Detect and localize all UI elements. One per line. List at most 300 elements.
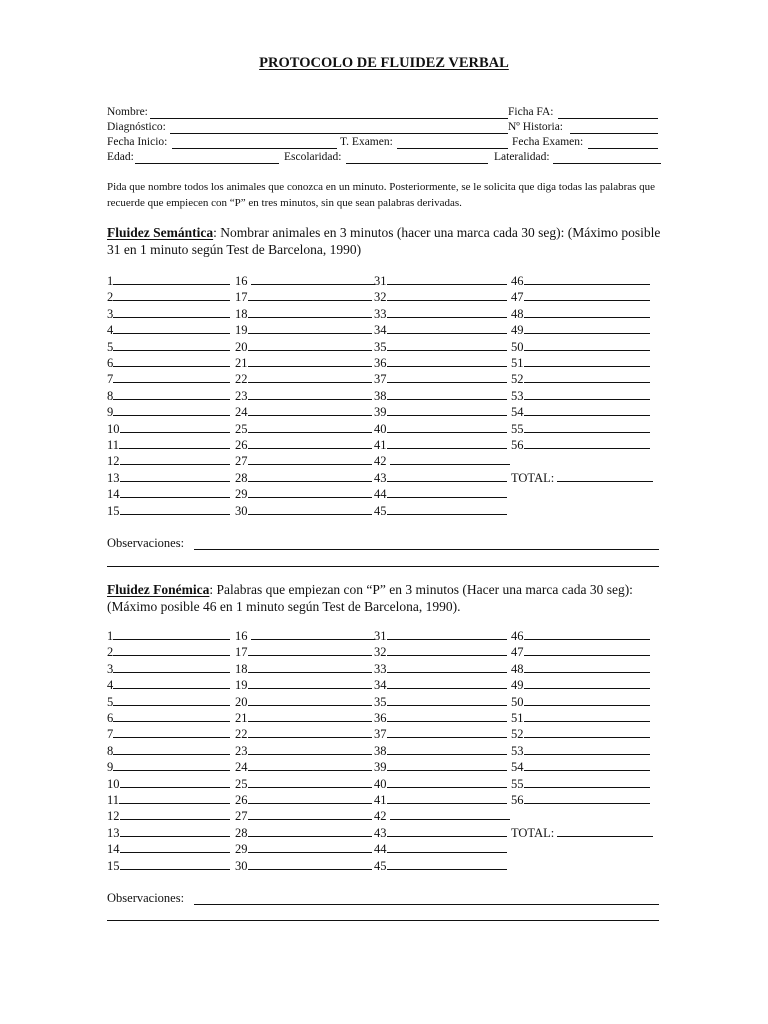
nombre-field[interactable] [150,118,508,119]
semantica-answer-22[interactable] [235,371,372,386]
answer-line[interactable] [120,470,231,482]
answer-line[interactable] [248,825,373,837]
total-line[interactable] [557,825,653,837]
answer-line[interactable] [524,694,651,706]
semantica-answer-38[interactable] [374,388,507,403]
answer-line[interactable] [387,470,508,482]
answer-line[interactable] [524,628,651,640]
item-number: 20 [235,694,248,709]
semantica-answer-52[interactable] [511,371,650,386]
semantica-answer-44[interactable] [374,486,507,501]
semantica-observaciones-field-2[interactable] [107,566,659,567]
item-number: 47 [511,290,524,305]
fonemica-answer-48[interactable] [511,661,650,676]
semantica-answer-8[interactable] [107,388,230,403]
fonemica-observaciones-field-2[interactable] [107,920,659,921]
answer-line[interactable] [248,677,373,689]
answer-line[interactable] [524,289,651,301]
fonemica-answer-11[interactable] [107,792,230,807]
page-title: PROTOCOLO DE FLUIDEZ VERBAL [259,55,509,71]
item-number: 13 [107,470,120,485]
answer-line[interactable] [387,322,508,334]
fonemica-answer-55[interactable] [511,776,650,791]
edad-label: Edad: [107,151,134,163]
answer-line[interactable] [251,628,376,640]
fonemica-answer-1[interactable] [107,628,230,643]
answer-line[interactable] [113,371,230,383]
answer-line[interactable] [524,644,651,656]
semantica-answer-1[interactable] [107,273,230,288]
total-label: TOTAL: [511,470,558,485]
answer-line[interactable] [248,355,373,367]
answer-line[interactable] [387,710,508,722]
semantica-answer-16[interactable] [235,273,375,288]
answer-line[interactable] [387,792,508,804]
answer-line[interactable] [387,404,508,416]
fonemica-answer-14[interactable] [107,841,230,856]
fonemica-answer-54[interactable] [511,759,650,774]
answer-line[interactable] [248,694,373,706]
semantica-answer-47[interactable] [511,289,650,304]
answer-line[interactable] [248,453,373,465]
semantica-answer-45[interactable] [374,503,507,518]
answer-line[interactable] [113,677,230,689]
answer-line[interactable] [524,661,651,673]
item-number: 43 [374,470,387,485]
fonemica-answer-22[interactable] [235,726,372,741]
edad-field[interactable] [135,163,279,164]
answer-line[interactable] [387,841,508,853]
answer-line[interactable] [113,273,230,285]
semantica-answer-10[interactable] [107,421,230,436]
item-number: 5 [107,339,114,354]
fonemica-answer-38[interactable] [374,743,507,758]
fonemica-answer-9[interactable] [107,759,230,774]
semantica-answer-7[interactable] [107,371,230,386]
semantica-observaciones-label: Observaciones: [107,536,185,550]
fonemica-answer-50[interactable] [511,694,650,709]
fonemica-answer-8[interactable] [107,743,230,758]
semantica-answer-42[interactable] [374,453,510,468]
semantica-answer-48[interactable] [511,306,650,321]
semantica-answer-41[interactable] [374,437,507,452]
item-number: 21 [235,356,248,370]
semantica-answer-9[interactable] [107,404,230,419]
answer-line[interactable] [524,421,651,433]
answer-line[interactable] [248,486,373,498]
diagnostico-field[interactable] [170,133,508,134]
item-number: 38 [374,388,387,403]
answer-line[interactable] [113,289,230,301]
answer-line[interactable] [387,677,508,689]
item-number: 53 [511,388,524,403]
item-number: 47 [511,645,524,660]
answer-line[interactable] [524,339,651,351]
item-number: 19 [235,678,248,693]
answer-line[interactable] [248,743,373,755]
semantica-answer-51[interactable] [511,355,650,370]
item-number: 19 [235,323,248,338]
answer-line[interactable] [524,404,651,416]
answer-line[interactable] [387,694,508,706]
answer-line[interactable] [248,661,373,673]
fonemica-answer-32[interactable] [374,644,507,659]
semantica-answer-23[interactable] [235,388,372,403]
fonemica-answer-49[interactable] [511,677,650,692]
fonemica-answer-41[interactable] [374,792,507,807]
fonemica-total[interactable] [511,825,653,840]
semantica-answer-20[interactable] [235,339,372,354]
answer-line[interactable] [248,759,373,771]
answer-line[interactable] [113,710,230,722]
fonemica-answer-20[interactable] [235,694,372,709]
semantica-answer-40[interactable] [374,421,507,436]
answer-line[interactable] [113,694,230,706]
answer-line[interactable] [387,628,508,640]
item-number: 4 [107,323,114,338]
fonemica-answer-37[interactable] [374,726,507,741]
item-number: 53 [511,743,524,758]
fonemica-answer-12[interactable] [107,808,230,823]
answer-line[interactable] [248,339,373,351]
semantica-answer-46[interactable] [511,273,650,288]
item-number: 16 [235,629,251,643]
answer-line[interactable] [390,808,511,820]
answer-line[interactable] [248,841,373,853]
fonemica-answer-3[interactable] [107,661,230,676]
fonemica-answer-6[interactable] [107,710,230,725]
item-number: 24 [235,405,248,420]
answer-line[interactable] [387,726,508,738]
answer-line[interactable] [119,792,230,804]
answer-line[interactable] [113,388,230,400]
item-number: 40 [374,776,387,791]
answer-line[interactable] [248,306,373,318]
semantica-answer-27[interactable] [235,453,372,468]
fonemica-answer-29[interactable] [235,841,372,856]
answer-line[interactable] [113,743,230,755]
semantica-answer-33[interactable] [374,306,507,321]
fonemica-answer-35[interactable] [374,694,507,709]
t-examen-field[interactable] [397,148,508,149]
semantica-answer-49[interactable] [511,322,650,337]
answer-line[interactable] [248,404,373,416]
semantica-answer-3[interactable] [107,306,230,321]
semantica-answer-30[interactable] [235,503,372,518]
item-number: 50 [511,339,524,354]
answer-line[interactable] [248,726,373,738]
item-number: 18 [235,661,248,676]
escolaridad-label: Escolaridad: [284,151,342,163]
item-number: 18 [235,306,248,321]
semantica-answer-11[interactable] [107,437,230,452]
fecha-examen-field[interactable] [588,148,658,149]
semantica-answer-31[interactable] [374,273,507,288]
fecha-inicio-label: Fecha Inicio: [107,136,168,148]
fonemica-answer-28[interactable] [235,825,372,840]
answer-line[interactable] [390,453,511,465]
fonemica-answer-56[interactable] [511,792,650,807]
answer-line[interactable] [387,355,508,367]
answer-line[interactable] [387,486,508,498]
answer-line[interactable] [248,437,373,449]
answer-line[interactable] [387,306,508,318]
item-number: 6 [107,356,114,370]
answer-line[interactable] [387,388,508,400]
answer-line[interactable] [248,371,373,383]
answer-line[interactable] [248,503,373,515]
answer-line[interactable] [387,503,508,515]
item-number: 35 [374,339,387,354]
fonemica-answer-31[interactable] [374,628,507,643]
fonemica-answer-44[interactable] [374,841,507,856]
answer-line[interactable] [524,273,651,285]
fonemica-answer-10[interactable] [107,776,230,791]
fonemica-answer-25[interactable] [235,776,372,791]
fonemica-answer-17[interactable] [235,644,372,659]
item-number: 15 [107,503,120,518]
fonemica-answer-53[interactable] [511,743,650,758]
answer-line[interactable] [113,339,230,351]
semantica-answer-35[interactable] [374,339,507,354]
answer-line[interactable] [248,421,373,433]
fonemica-answer-21[interactable] [235,710,372,725]
answer-line[interactable] [524,677,651,689]
answer-line[interactable] [248,388,373,400]
fonemica-answer-4[interactable] [107,677,230,692]
item-number: 45 [374,858,387,873]
fonemica-answer-16[interactable] [235,628,375,643]
answer-line[interactable] [120,858,231,870]
answer-line[interactable] [248,322,373,334]
n-historia-field[interactable] [570,133,658,134]
answer-line[interactable] [120,421,231,433]
answer-line[interactable] [524,726,651,738]
answer-line[interactable] [524,792,651,804]
fonemica-answer-5[interactable] [107,694,230,709]
item-number: 29 [235,487,248,502]
answer-line[interactable] [248,808,373,820]
fonemica-answer-19[interactable] [235,677,372,692]
semantica-answer-12[interactable] [107,453,230,468]
escolaridad-field[interactable] [346,163,488,164]
semantica-answer-24[interactable] [235,404,372,419]
answer-line[interactable] [524,306,651,318]
fonemica-answer-43[interactable] [374,825,507,840]
answer-line[interactable] [387,421,508,433]
semantica-answer-54[interactable] [511,404,650,419]
item-number: 35 [374,694,387,709]
semantica-total[interactable] [511,470,653,485]
item-number: 56 [511,438,524,452]
answer-line[interactable] [120,453,231,465]
semantica-answer-56[interactable] [511,437,650,452]
answer-line[interactable] [387,825,508,837]
answer-line[interactable] [248,470,373,482]
item-number: 20 [235,339,248,354]
answer-line[interactable] [248,644,373,656]
item-number: 52 [511,372,524,387]
fonemica-answer-18[interactable] [235,661,372,676]
fonemica-answer-7[interactable] [107,726,230,741]
semantica-answer-28[interactable] [235,470,372,485]
semantica-answer-14[interactable] [107,486,230,501]
semantica-answer-13[interactable] [107,470,230,485]
item-number: 12 [107,809,120,824]
answer-line[interactable] [387,437,508,449]
semantica-answer-50[interactable] [511,339,650,354]
answer-line[interactable] [524,355,651,367]
semantica-answer-19[interactable] [235,322,372,337]
answer-line[interactable] [120,776,231,788]
item-number: 22 [235,372,248,387]
fonemica-answer-23[interactable] [235,743,372,758]
item-number: 7 [107,372,114,387]
answer-line[interactable] [113,644,230,656]
answer-line[interactable] [387,759,508,771]
answer-line[interactable] [113,355,230,367]
answer-line[interactable] [524,710,651,722]
fonemica-answer-30[interactable] [235,858,372,873]
item-number: 25 [235,776,248,791]
answer-line[interactable] [120,808,231,820]
answer-line[interactable] [387,273,508,285]
item-number: 22 [235,727,248,742]
answer-line[interactable] [248,792,373,804]
item-number: 2 [107,290,114,305]
answer-line[interactable] [524,371,651,383]
item-number: 24 [235,760,248,775]
answer-line[interactable] [524,322,651,334]
fonemica-answer-34[interactable] [374,677,507,692]
answer-line[interactable] [387,371,508,383]
semantica-answer-43[interactable] [374,470,507,485]
item-number: 9 [107,405,114,420]
t-examen-label: T. Examen: [340,136,393,148]
answer-line[interactable] [119,437,230,449]
item-number: 39 [374,405,387,420]
semantica-title: Fluidez Semántica [107,225,214,240]
answer-line[interactable] [120,503,231,515]
fonemica-answer-39[interactable] [374,759,507,774]
semantica-answer-37[interactable] [374,371,507,386]
ficha-fa-field[interactable] [558,118,658,119]
answer-line[interactable] [113,759,230,771]
semantica-answer-32[interactable] [374,289,507,304]
answer-line[interactable] [120,825,231,837]
nombre-label: Nombre: [107,106,148,118]
fonemica-answer-13[interactable] [107,825,230,840]
item-number: 23 [235,388,248,403]
n-historia-label: Nº Historia: [508,121,563,133]
answer-line[interactable] [120,841,231,853]
answer-line[interactable] [120,486,231,498]
item-number: 1 [107,274,114,288]
fonemica-answer-24[interactable] [235,759,372,774]
semantica-answer-4[interactable] [107,322,230,337]
fonemica-answer-46[interactable] [511,628,650,643]
fonemica-description: : Palabras que empiezan con “P” en 3 minutos (Hacer una marca cada 30 seg): (Máximo posible 46 en 1 minuto según Test de Barcelona, 1990). [107,582,633,614]
answer-line[interactable] [248,289,373,301]
fonemica-answer-27[interactable] [235,808,372,823]
fonemica-answer-45[interactable] [374,858,507,873]
answer-line[interactable] [387,339,508,351]
semantica-answer-21[interactable] [235,355,372,370]
item-number: 26 [235,793,248,807]
answer-line[interactable] [387,289,508,301]
answer-line[interactable] [524,776,651,788]
fonemica-grid [0,628,768,878]
fonemica-answer-40[interactable] [374,776,507,791]
semantica-answer-29[interactable] [235,486,372,501]
answer-line[interactable] [524,759,651,771]
semantica-answer-6[interactable] [107,355,230,370]
answer-line[interactable] [524,743,651,755]
semantica-answer-18[interactable] [235,306,372,321]
fonemica-answer-47[interactable] [511,644,650,659]
item-number: 10 [107,421,120,436]
answer-line[interactable] [248,776,373,788]
semantica-answer-53[interactable] [511,388,650,403]
answer-line[interactable] [113,628,230,640]
semantica-observaciones-field[interactable] [194,549,659,550]
item-number: 42 [374,454,390,469]
item-number: 14 [107,842,120,857]
item-number: 28 [235,825,248,840]
fonemica-answer-51[interactable] [511,710,650,725]
semantica-answer-2[interactable] [107,289,230,304]
answer-line[interactable] [113,322,230,334]
fonemica-answer-2[interactable] [107,644,230,659]
fecha-inicio-field[interactable] [172,148,337,149]
item-number: 43 [374,825,387,840]
answer-line[interactable] [387,743,508,755]
semantica-answer-39[interactable] [374,404,507,419]
answer-line[interactable] [387,776,508,788]
answer-line[interactable] [524,388,651,400]
semantica-answer-26[interactable] [235,437,372,452]
fonemica-observaciones-field[interactable] [194,904,659,905]
semantica-answer-34[interactable] [374,322,507,337]
semantica-answer-5[interactable] [107,339,230,354]
semantica-answer-25[interactable] [235,421,372,436]
fonemica-answer-33[interactable] [374,661,507,676]
answer-line[interactable] [524,437,651,449]
answer-line[interactable] [387,661,508,673]
answer-line[interactable] [113,404,230,416]
semantica-answer-55[interactable] [511,421,650,436]
answer-line[interactable] [113,661,230,673]
answer-line[interactable] [387,858,508,870]
semantica-answer-15[interactable] [107,503,230,518]
answer-line[interactable] [387,644,508,656]
answer-line[interactable] [113,306,230,318]
fonemica-answer-42[interactable] [374,808,510,823]
fonemica-answer-36[interactable] [374,710,507,725]
answer-line[interactable] [113,726,230,738]
fonemica-answer-15[interactable] [107,858,230,873]
fonemica-answer-52[interactable] [511,726,650,741]
semantica-answer-36[interactable] [374,355,507,370]
lateralidad-field[interactable] [553,163,661,164]
answer-line[interactable] [251,273,376,285]
answer-line[interactable] [248,710,373,722]
total-line[interactable] [557,470,653,482]
fonemica-answer-26[interactable] [235,792,372,807]
semantica-answer-17[interactable] [235,289,372,304]
item-number: 27 [235,454,248,469]
answer-line[interactable] [248,858,373,870]
